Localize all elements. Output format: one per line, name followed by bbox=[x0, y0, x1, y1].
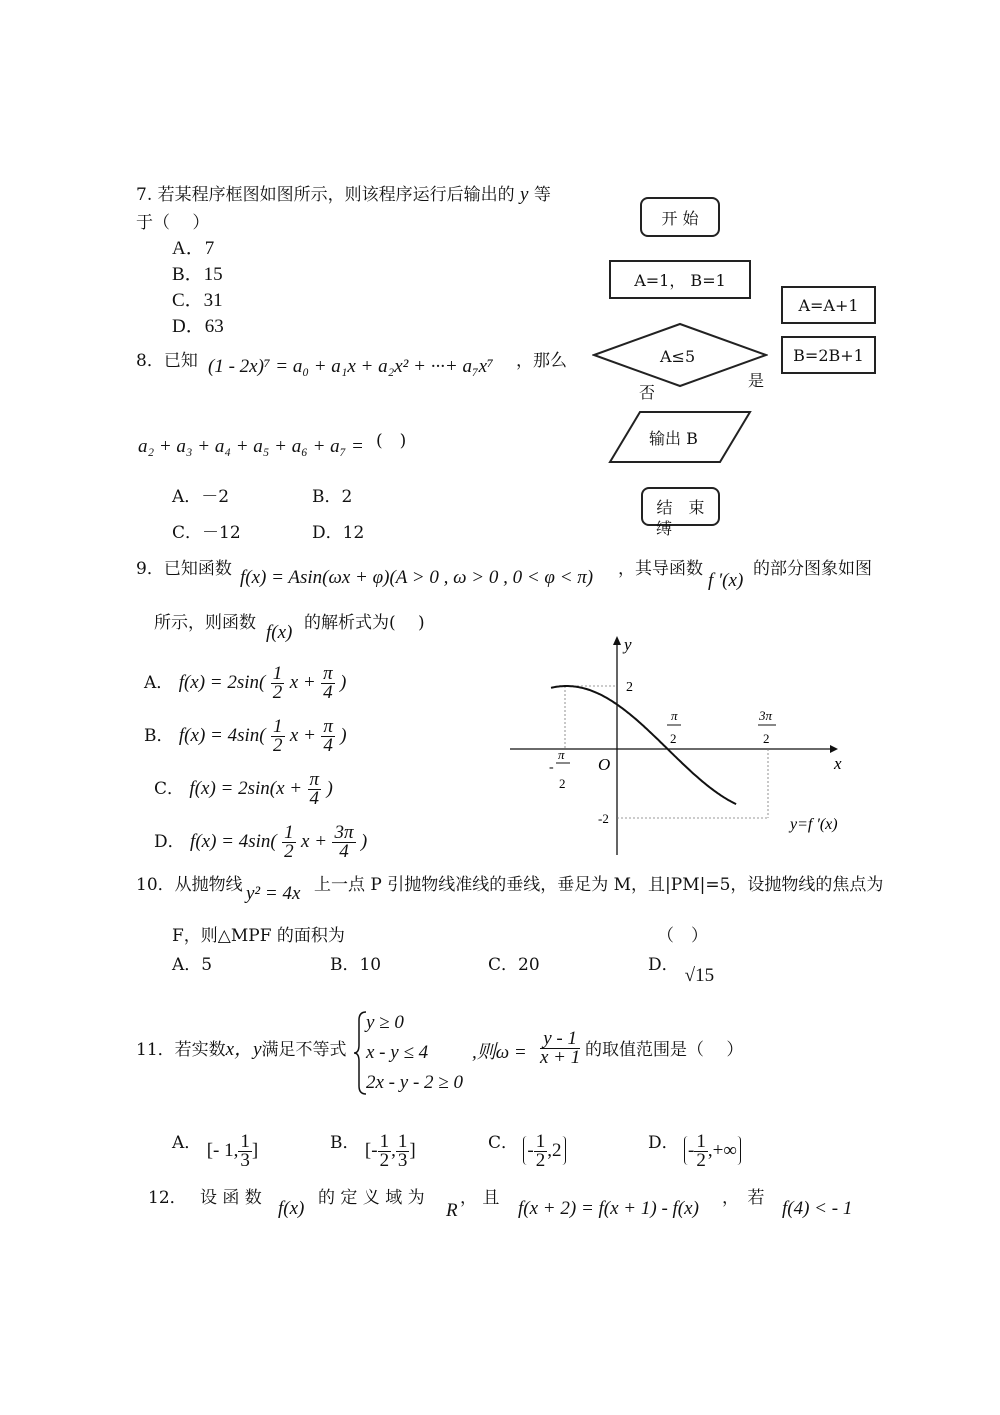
y-axis-arrow bbox=[613, 636, 621, 645]
neg-pi-half-den: 2 bbox=[559, 776, 566, 791]
q12-relation: f(x + 2) = f(x + 1) - f(x) bbox=[518, 1198, 699, 1219]
q8-sum: a₂ + a₃ + a₄ + a₅ + a₆ + a₇ = bbox=[138, 436, 364, 457]
q10-parabola: y² = 4x bbox=[246, 883, 301, 904]
q10-option-d[interactable]: D． √15 bbox=[648, 955, 715, 986]
q9-deriv: f ′(x) bbox=[708, 570, 744, 591]
q11-tail: 的取值范围是（ ） bbox=[585, 1040, 744, 1060]
derivative-curve bbox=[551, 686, 736, 804]
q12-f: f(x) bbox=[278, 1198, 305, 1219]
q7-option-c[interactable]: C．31 bbox=[172, 290, 223, 311]
flow-no-label: 否 bbox=[639, 383, 656, 402]
q9-mid: ，其导函数 bbox=[618, 559, 703, 579]
flow-end-extra: 缚 bbox=[656, 519, 673, 538]
x-axis-arrow bbox=[830, 745, 838, 753]
q9-line2-prefix: 所示，则函数 bbox=[154, 613, 256, 633]
q10-paren: （ ） bbox=[657, 926, 708, 946]
q8-expansion: (1 - 2x)⁷ = a₀ + a₁x + a₂x² + ···+ a₇x⁷ bbox=[208, 356, 494, 377]
q8-paren: ( ) bbox=[376, 431, 407, 451]
q11-ineq1: y ≥ 0 bbox=[366, 1012, 404, 1033]
q9-option-a[interactable]: A． f(x) = 2sin( $\frac{1}{2}$ x + $\frac{\pi}{4}$ ) bbox=[144, 663, 347, 703]
q12-text1: 设 函 数 bbox=[200, 1188, 262, 1208]
q12-text4: ， 若 bbox=[722, 1188, 765, 1208]
q11-omega: ,则ω = bbox=[472, 1042, 527, 1063]
q7-stem: 7. 若某程序框图如图所示，则该程序运行后输出的 y 等 bbox=[136, 184, 551, 205]
flow-output: 输出 B bbox=[649, 429, 698, 448]
q12-R: R bbox=[446, 1200, 458, 1221]
q11-ineq3: 2x - y - 2 ≥ 0 bbox=[366, 1072, 463, 1093]
x-axis-label: x bbox=[834, 754, 842, 773]
q12-text2: 的 定 义 域 为 bbox=[318, 1188, 425, 1208]
q9-line2-tail: 的解析式为( ) bbox=[304, 613, 425, 633]
q11-option-b[interactable]: B． [- $\frac{1}{2}$ , $\frac{1}{3}$ ] bbox=[330, 1131, 416, 1171]
pi-half-num: π bbox=[671, 708, 678, 723]
q11-prefix: 11．若实数x，y满足不等式 bbox=[136, 1039, 347, 1060]
q10-line2: F，则△MPF 的面积为 bbox=[172, 926, 345, 946]
origin-label: O bbox=[598, 755, 611, 774]
q9-prefix: 9．已知函数 bbox=[136, 559, 232, 579]
q9-option-d[interactable]: D． f(x) = 4sin( $\frac{1}{2}$ x + $\frac{3\pi}{4}$ ) bbox=[154, 822, 368, 862]
q11-option-a[interactable]: A． [- 1, $\frac{1}{3}$ ] bbox=[172, 1131, 259, 1171]
q10-option-a[interactable]: A．5 bbox=[172, 955, 213, 975]
q8-option-d[interactable]: D．12 bbox=[312, 523, 365, 543]
q9-line2-func: f(x) bbox=[266, 622, 293, 643]
q10-prefix: 10．从抛物线 bbox=[136, 875, 243, 895]
neg-pi-half-num: π bbox=[558, 747, 565, 762]
q9-tail: 的部分图象如图 bbox=[753, 559, 872, 579]
pi-half-den: 2 bbox=[670, 731, 677, 746]
q9-func: f(x) = Asin(ωx + φ)(A > 0 , ω > 0 , 0 < φ < π) bbox=[240, 567, 594, 588]
q10-option-c[interactable]: C．20 bbox=[488, 955, 540, 975]
curve-label: y=f ′(x) bbox=[790, 816, 838, 833]
q12-text3: ， 且 bbox=[460, 1188, 500, 1208]
q7-option-d[interactable]: D．63 bbox=[172, 316, 224, 337]
flow-yes-label: 是 bbox=[748, 371, 765, 390]
q7-option-b[interactable]: B．15 bbox=[172, 264, 223, 285]
three-pi-half-den: 2 bbox=[763, 731, 770, 746]
q8-suffix: ，那么 bbox=[516, 351, 567, 371]
neg-pi-half-sign: - bbox=[549, 760, 554, 775]
flow-start: 开 始 bbox=[640, 197, 720, 237]
q7-stem-line2: 于（ ） bbox=[136, 213, 210, 233]
flow-condition: A≤5 bbox=[660, 347, 696, 366]
q12-condition: f(4) < - 1 bbox=[782, 1198, 853, 1219]
flow-init: A=1， B=1 bbox=[609, 260, 751, 299]
q8-prefix: 8．已知 bbox=[136, 351, 198, 371]
three-pi-half-num: 3π bbox=[759, 708, 773, 723]
flow-end: 结 束 bbox=[641, 487, 720, 526]
q7-option-a[interactable]: A．7 bbox=[172, 238, 215, 259]
q10-option-b[interactable]: B．10 bbox=[330, 955, 382, 975]
q11-fraction: $\frac{y - 1}{x + 1}$ bbox=[540, 1028, 581, 1068]
y-max-label: 2 bbox=[626, 680, 633, 695]
flow-inc-b: B=2B+1 bbox=[781, 336, 876, 374]
q9-option-b[interactable]: B． f(x) = 4sin( $\frac{1}{2}$ x + $\frac{\pi}{4}$ ) bbox=[144, 716, 347, 756]
q11-option-c[interactable]: C． - $\frac{1}{2}$ ,2 bbox=[488, 1125, 566, 1162]
flow-inc-a: A=A+1 bbox=[781, 286, 876, 324]
q8-option-c[interactable]: C．－12 bbox=[172, 523, 241, 543]
derivative-graph bbox=[500, 630, 850, 860]
q11-ineq2: x - y ≤ 4 bbox=[366, 1042, 429, 1063]
q8-option-a[interactable]: A．－2 bbox=[172, 487, 230, 507]
q9-option-c[interactable]: C． f(x) = 2sin(x + $\frac{\pi}{4}$ ) bbox=[154, 769, 333, 809]
y-axis-label: y bbox=[624, 635, 632, 654]
y-min-label: -2 bbox=[598, 811, 609, 826]
q12-num: 12． bbox=[148, 1188, 187, 1208]
q10-suffix: 上一点 P 引抛物线准线的垂线，垂足为 M，且|PM|=5，设抛物线的焦点为 bbox=[314, 875, 884, 895]
q8-option-b[interactable]: B．2 bbox=[312, 487, 353, 507]
q11-option-d[interactable]: D． - $\frac{1}{2}$ ,+∞ bbox=[648, 1125, 741, 1162]
